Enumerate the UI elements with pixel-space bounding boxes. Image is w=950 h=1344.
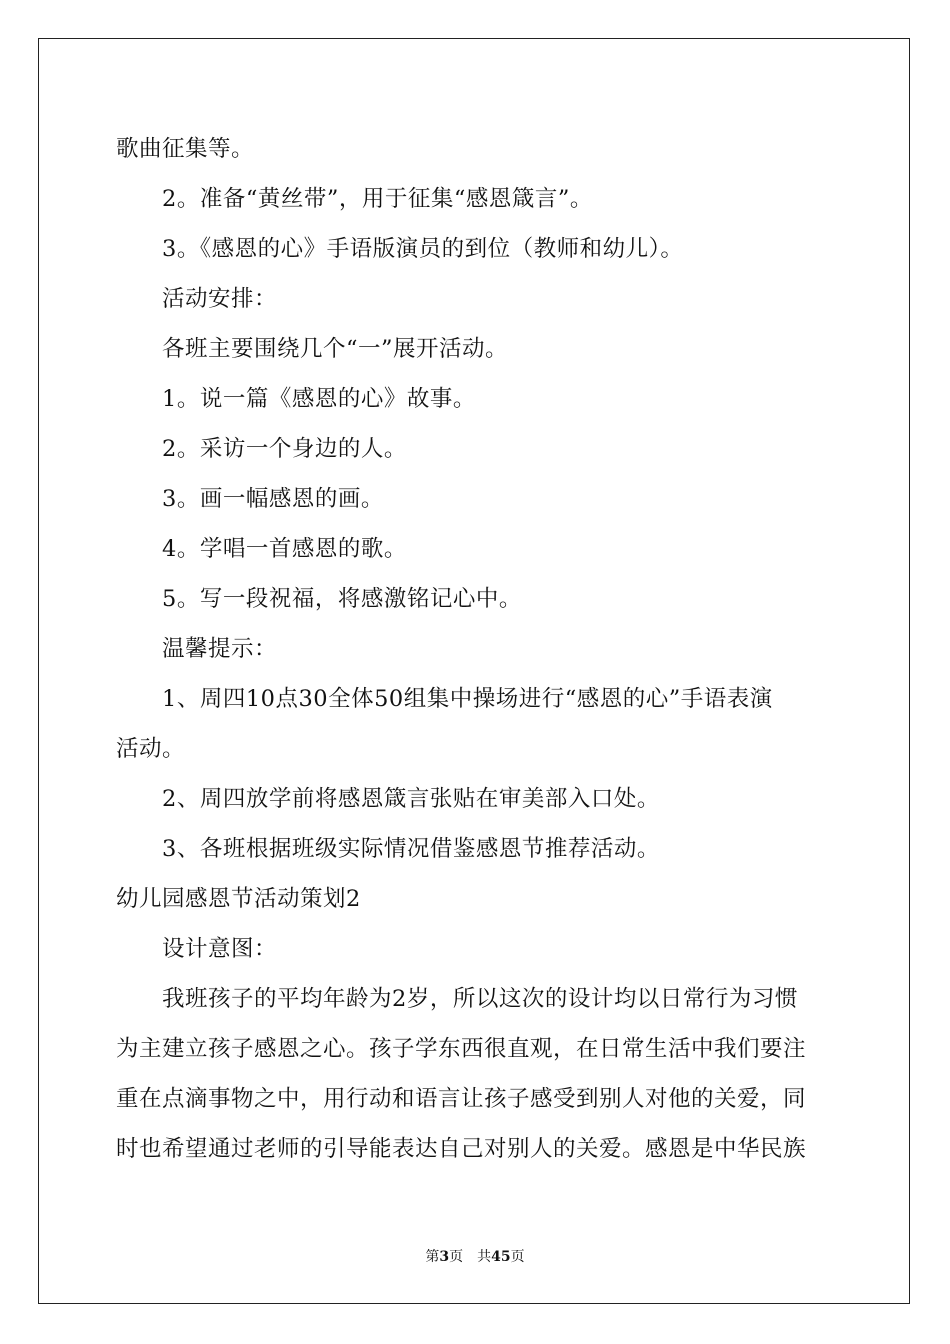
text-line: 我班孩子的平均年龄为2岁，所以这次的设计均以日常行为习惯 bbox=[162, 986, 798, 1012]
page-border bbox=[38, 38, 910, 1304]
list-item: 1。说一篇《感恩的心》故事。 bbox=[162, 386, 476, 412]
text-line: 为主建立孩子感恩之心。孩子学东西很直观，在日常生活中我们要注 bbox=[116, 1036, 807, 1062]
text-line: 3。《感恩的心》手语版演员的到位（教师和幼儿）。 bbox=[162, 236, 684, 262]
text-line: 2。准备“黄丝带”，用于征集“感恩箴言”。 bbox=[162, 186, 593, 212]
section-heading: 活动安排： bbox=[162, 286, 278, 312]
document-title: 幼儿园感恩节活动策划2 bbox=[116, 886, 361, 912]
list-item: 2。采访一个身边的人。 bbox=[162, 436, 407, 462]
section-heading: 温馨提示： bbox=[162, 636, 278, 662]
page-footer bbox=[0, 1248, 950, 1266]
text-line: 时也希望通过老师的引导能表达自己对别人的关爱。感恩是中华民族 bbox=[116, 1136, 807, 1162]
page-prefix: 第 bbox=[425, 1249, 440, 1265]
text-line: 活动。 bbox=[116, 736, 186, 762]
text-line: 重在点滴事物之中，用行动和语言让孩子感受到别人对他的关爱，同 bbox=[116, 1086, 807, 1112]
section-heading: 设计意图： bbox=[162, 936, 278, 962]
total-suffix: 页 bbox=[510, 1249, 525, 1265]
text-line: 2、周四放学前将感恩箴言张贴在审美部入口处。 bbox=[162, 786, 660, 812]
text-line: 歌曲征集等。 bbox=[116, 136, 255, 162]
page-suffix: 页 bbox=[449, 1249, 464, 1265]
text-line: 各班主要围绕几个“一”展开活动。 bbox=[162, 336, 509, 362]
text-line: 3、各班根据班级实际情况借鉴感恩节推荐活动。 bbox=[162, 836, 660, 862]
list-item: 4。学唱一首感恩的歌。 bbox=[162, 536, 407, 562]
list-item: 3。画一幅感恩的画。 bbox=[162, 486, 384, 512]
list-item: 5。写一段祝福，将感激铭记心中。 bbox=[162, 586, 522, 612]
page-total: 45 bbox=[491, 1249, 511, 1265]
total-prefix: 共 bbox=[477, 1249, 492, 1265]
text-line: 1、周四10点30全体50组集中操场进行“感恩的心”手语表演 bbox=[162, 686, 773, 712]
page-current: 3 bbox=[439, 1249, 450, 1265]
